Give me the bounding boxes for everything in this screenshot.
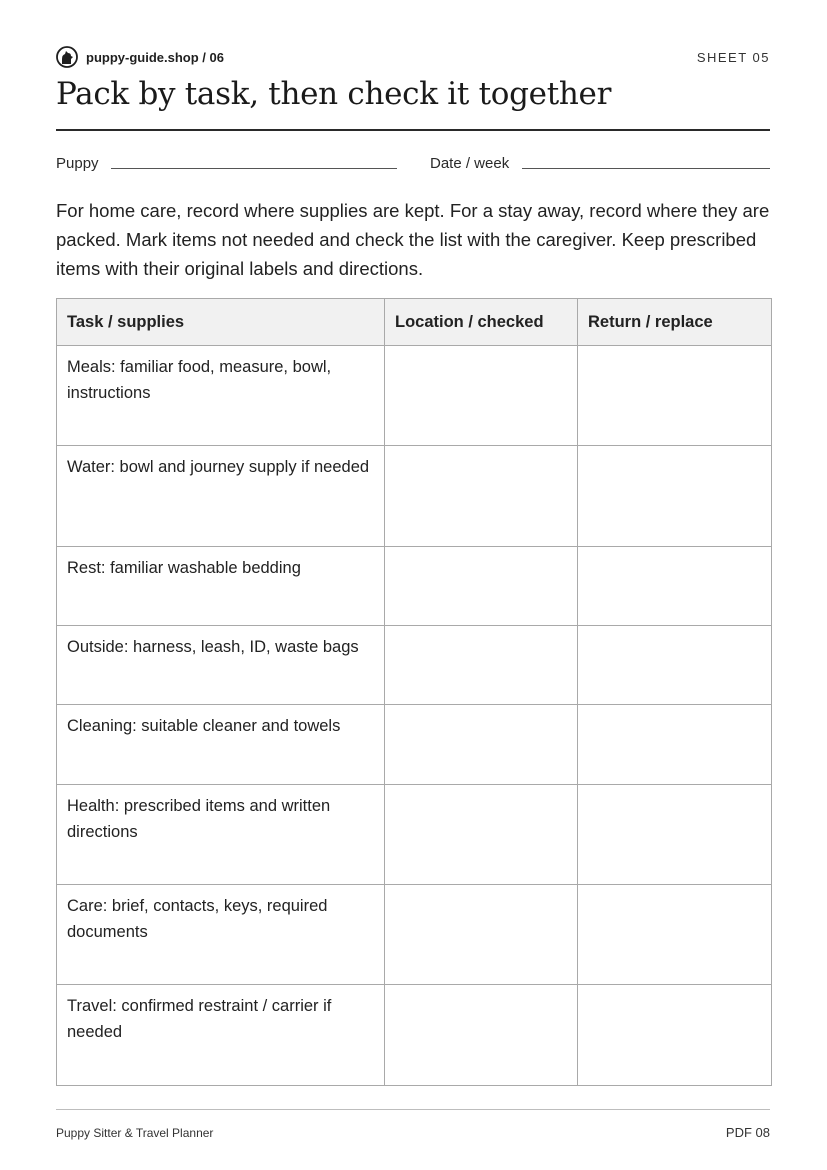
return-replace-cell[interactable]: [578, 885, 772, 985]
task-cell: Meals: familiar food, measure, bowl, instructions: [57, 346, 385, 446]
return-replace-cell[interactable]: [578, 346, 772, 446]
brand-text: puppy-guide.shop / 06: [86, 49, 224, 65]
location-checked-cell[interactable]: [385, 626, 578, 705]
return-replace-cell[interactable]: [578, 446, 772, 547]
sheet-number: SHEET 05: [696, 49, 770, 65]
column-header-return: Return / replace: [578, 299, 772, 346]
task-cell: Health: prescribed items and written directions: [57, 785, 385, 885]
task-cell: Travel: confirmed restraint / carrier if needed: [57, 985, 385, 1086]
page-header: [56, 44, 770, 70]
table-row: [57, 547, 772, 626]
table-row: [57, 626, 772, 705]
return-replace-cell[interactable]: [578, 547, 772, 626]
table-row: [57, 785, 772, 885]
location-checked-cell[interactable]: [385, 547, 578, 626]
location-checked-cell[interactable]: [385, 446, 578, 547]
table-header-row: [57, 299, 772, 346]
return-replace-cell[interactable]: [578, 985, 772, 1086]
brand: [56, 46, 224, 68]
task-cell: Water: bowl and journey supply if needed: [57, 446, 385, 547]
return-replace-cell[interactable]: [578, 705, 772, 785]
table-row: [57, 446, 772, 547]
page-title: Pack by task, then check it together: [56, 76, 612, 112]
puppy-field[interactable]: [111, 168, 397, 169]
column-header-location: Location / checked: [385, 299, 578, 346]
task-cell: Cleaning: suitable cleaner and towels: [57, 705, 385, 785]
location-checked-cell[interactable]: [385, 785, 578, 885]
task-cell: Outside: harness, leash, ID, waste bags: [57, 626, 385, 705]
puppy-field-label: Puppy: [56, 155, 99, 172]
date-field-label: Date / week: [430, 155, 510, 172]
location-checked-cell[interactable]: [385, 885, 578, 985]
return-replace-cell[interactable]: [578, 785, 772, 885]
task-cell: Care: brief, contacts, keys, required documents: [57, 885, 385, 985]
date-week-field[interactable]: [522, 168, 770, 169]
table-row: [57, 705, 772, 785]
return-replace-cell[interactable]: [578, 626, 772, 705]
dog-silhouette-icon: [56, 46, 78, 68]
title-divider: [56, 129, 770, 131]
footer-title: Puppy Sitter & Travel Planner: [56, 1126, 214, 1140]
footer-divider: [56, 1109, 770, 1110]
packing-table: [56, 298, 772, 1086]
location-checked-cell[interactable]: [385, 985, 578, 1086]
location-checked-cell[interactable]: [385, 705, 578, 785]
location-checked-cell[interactable]: [385, 346, 578, 446]
table-row: [57, 346, 772, 446]
task-cell: Rest: familiar washable bedding: [57, 547, 385, 626]
intro-paragraph: For home care, record where supplies are kept. For a stay away, record where they are packed. Mark items not needed and check the list with the caregiver. Keep prescribed items with their original labels and directions.: [56, 200, 770, 279]
table-row: [57, 985, 772, 1086]
column-header-task: Task / supplies: [57, 299, 385, 346]
footer-page-label: PDF 08: [725, 1125, 770, 1140]
table-row: [57, 885, 772, 985]
